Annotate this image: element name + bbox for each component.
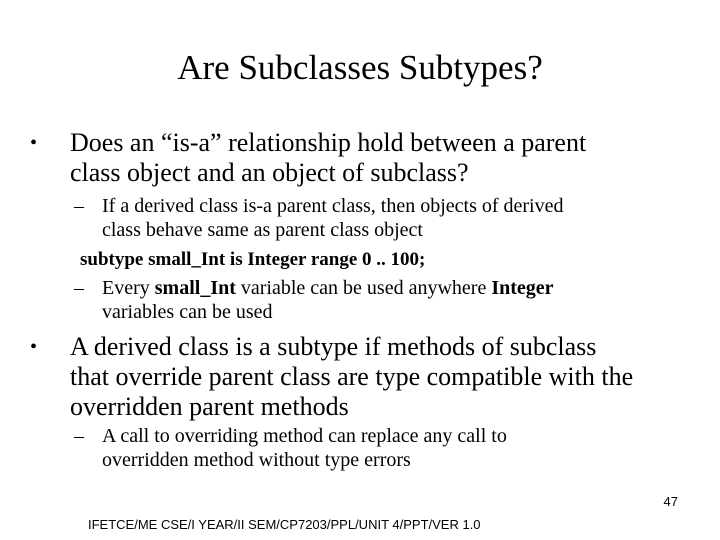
bullet-is-a-relationship: [30, 128, 695, 188]
subbullet-line: If a derived class is-a parent class, then objects of derived: [102, 195, 564, 217]
subbullet-line: class behave same as parent class object: [102, 219, 423, 241]
subbullet-small-int-usage: [74, 276, 684, 324]
bullet-line: class object and an object of subclass?: [70, 158, 469, 187]
page-number: 47: [663, 494, 678, 509]
subbullet-derived-class-is-a: [74, 194, 684, 242]
bullet-line: that override parent class are type compatible with the: [70, 362, 634, 391]
code-term-integer: Integer: [491, 277, 554, 299]
bullet-mark: •: [30, 132, 38, 154]
subbullet-line: variables can be used: [102, 301, 273, 323]
bullet-line: Does an “is-a” relationship hold between a parent: [70, 128, 587, 157]
bullet-line: A derived class is a subtype if methods of subclass: [70, 332, 597, 361]
dash-mark: –: [74, 425, 84, 447]
subbullet-overriding-call: [74, 424, 684, 472]
bullet-text: [70, 332, 695, 422]
bullet-line: overridden parent methods: [70, 392, 349, 421]
subbullet-text: [102, 424, 684, 472]
text-run: Every: [102, 277, 155, 299]
subbullet-line: [102, 276, 684, 300]
text-run: variable can be used anywhere: [235, 277, 492, 299]
subbullet-text: [102, 276, 684, 324]
code-subtype-declaration: subtype small_Int is Integer range 0 .. 100;: [80, 249, 426, 270]
slide-footer: IFETCE/ME CSE/I YEAR/II SEM/CP7203/PPL/UNIT 4/PPT/VER 1.0: [88, 517, 481, 532]
subbullet-line: overridden method without type errors: [102, 449, 411, 471]
subbullet-line: A call to overriding method can replace any call to: [102, 425, 507, 447]
dash-mark: –: [74, 195, 84, 217]
dash-mark: –: [74, 277, 84, 299]
bullet-mark: •: [30, 336, 38, 358]
bullet-text: [70, 128, 695, 188]
slide-title: Are Subclasses Subtypes?: [177, 48, 543, 87]
bullet-derived-subtype: [30, 332, 695, 422]
subbullet-text: [102, 194, 684, 242]
code-term-small-int: small_Int: [154, 277, 236, 299]
